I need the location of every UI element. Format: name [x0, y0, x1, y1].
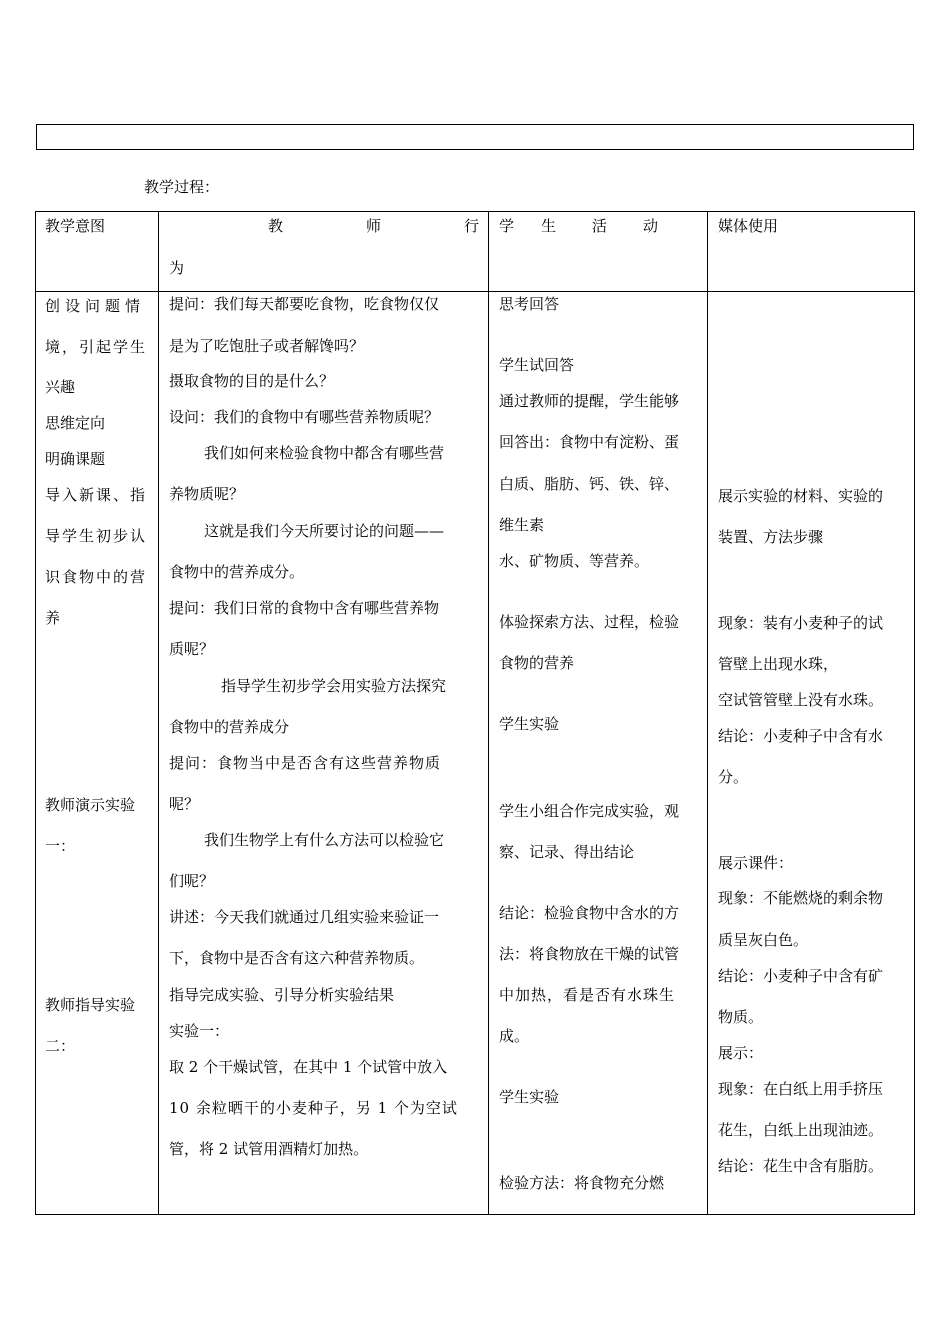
media-line: 展示课件：	[718, 854, 794, 872]
teacher-line: 提问：我们每天都要吃食物，吃食物仅仅	[169, 295, 440, 313]
student-line: 成。	[499, 1027, 530, 1045]
media-line: 结论：小麦种子中含有矿	[718, 967, 884, 985]
header-intent: 教学意图	[45, 217, 106, 235]
student-line: 学生试回答	[499, 356, 575, 374]
media-line: 质呈灰白色。	[718, 931, 809, 949]
intent-line: 养	[45, 609, 61, 627]
student-line: 学生小组合作完成实验，观	[499, 802, 680, 820]
teacher-line: 管，将 2 试管用酒精灯加热。	[169, 1140, 369, 1158]
header-student-char: 活	[592, 217, 608, 235]
top-empty-box	[36, 124, 914, 150]
student-line: 思考回答	[499, 295, 560, 313]
intent-line: 二：	[45, 1037, 76, 1055]
header-student-char: 学	[499, 217, 515, 235]
media-line: 结论：小麦种子中含有水	[718, 727, 884, 745]
header-teacher-char: 为	[169, 259, 185, 277]
column-divider-2	[488, 212, 489, 1214]
teacher-line: 提问：我们日常的食物中含有哪些营养物	[169, 599, 440, 617]
teacher-line: 指导完成实验、引导分析实验结果	[169, 986, 395, 1004]
intent-line: 导入新课、指	[45, 486, 148, 504]
student-line: 回答出：食物中有淀粉、蛋	[499, 433, 680, 451]
teacher-line: 讲述：今天我们就通过几组实验来验证一	[169, 908, 440, 926]
media-line: 花生，白纸上出现油迹。	[718, 1121, 884, 1139]
teacher-line: 质呢？	[169, 640, 215, 658]
teacher-line: 下，食物中是否含有这六种营养物质。	[169, 949, 425, 967]
header-divider	[36, 291, 914, 292]
header-student-char: 动	[643, 217, 659, 235]
media-line: 装置、方法步骤	[718, 528, 824, 546]
intent-line: 境，引起学生	[45, 338, 148, 356]
column-divider-1	[158, 212, 159, 1214]
header-media: 媒体使用	[718, 217, 779, 235]
teacher-line: 是为了吃饱肚子或者解馋吗？	[169, 337, 365, 355]
media-line: 展示：	[718, 1044, 764, 1062]
media-line: 分。	[718, 768, 749, 786]
header-teacher-char: 行	[464, 217, 480, 235]
teacher-line: 设问：我们的食物中有哪些营养物质呢？	[169, 408, 440, 426]
student-line: 通过教师的提醒，学生能够	[499, 392, 680, 410]
media-line: 物质。	[718, 1008, 764, 1026]
student-line: 白质、脂肪、钙、铁、锌、	[499, 475, 680, 493]
teacher-line: 食物中的营养成分。	[169, 563, 305, 581]
teacher-line: 们呢？	[169, 872, 215, 890]
teacher-line: 养物质呢？	[169, 485, 245, 503]
header-teacher-char: 师	[366, 217, 382, 235]
intent-line: 教师指导实验	[45, 996, 136, 1014]
student-line: 水、矿物质、等营养。	[499, 552, 650, 570]
header-teacher-char: 教	[268, 217, 284, 235]
student-line: 察、记录、得出结论	[499, 843, 635, 861]
intent-line: 创设问题情	[45, 297, 146, 315]
media-line: 结论：花生中含有脂肪。	[718, 1157, 884, 1175]
student-line: 检验方法：将食物充分燃	[499, 1174, 665, 1192]
intent-line: 导学生初步认	[45, 527, 148, 545]
teacher-line: 摄取食物的目的是什么？	[169, 372, 335, 390]
teacher-line: 呢？	[169, 795, 200, 813]
student-line: 学生实验	[499, 715, 560, 733]
student-line: 体验探索方法、过程，检验	[499, 613, 680, 631]
teacher-line: 我们如何来检验食物中都含有哪些营	[204, 444, 445, 462]
intent-line: 识食物中的营	[45, 568, 148, 586]
media-line: 现象：在白纸上用手挤压	[718, 1080, 884, 1098]
media-line: 现象：装有小麦种子的试	[718, 614, 884, 632]
student-line: 学生实验	[499, 1088, 560, 1106]
teacher-line: 食物中的营养成分	[169, 718, 290, 736]
media-line: 空试管管壁上没有水珠。	[718, 691, 884, 709]
student-line: 食物的营养	[499, 654, 575, 672]
student-line: 结论：检验食物中含水的方	[499, 904, 680, 922]
student-line: 维生素	[499, 516, 545, 534]
lesson-table	[35, 211, 915, 1215]
column-divider-3	[707, 212, 708, 1214]
teacher-line: 10 余粒晒干的小麦种子，另 1 个为空试	[169, 1099, 458, 1117]
intent-line: 思维定向	[45, 414, 106, 432]
intent-line: 教师演示实验	[45, 796, 136, 814]
section-caption: 教学过程：	[144, 178, 220, 196]
teacher-line: 实验一：	[169, 1022, 230, 1040]
header-student-char: 生	[541, 217, 557, 235]
media-line: 展示实验的材料、实验的	[718, 487, 884, 505]
student-line: 法：将食物放在干燥的试管	[499, 945, 680, 963]
media-line: 管壁上出现水珠，	[718, 655, 839, 673]
teacher-line: 取 2 个干燥试管，在其中 1 个试管中放入	[169, 1058, 448, 1076]
media-line: 现象：不能燃烧的剩余物	[718, 889, 884, 907]
intent-line: 明确课题	[45, 450, 106, 468]
intent-line: 一：	[45, 837, 76, 855]
teacher-line: 我们生物学上有什么方法可以检验它	[204, 831, 445, 849]
teacher-line: 这就是我们今天所要讨论的问题——	[204, 522, 445, 540]
student-line: 中加热，看是否有水珠生	[499, 986, 676, 1004]
teacher-line: 指导学生初步学会用实验方法探究	[221, 677, 447, 695]
intent-line: 兴趣	[45, 378, 76, 396]
teacher-line: 提问：食物当中是否含有这些营养物质	[169, 754, 442, 772]
